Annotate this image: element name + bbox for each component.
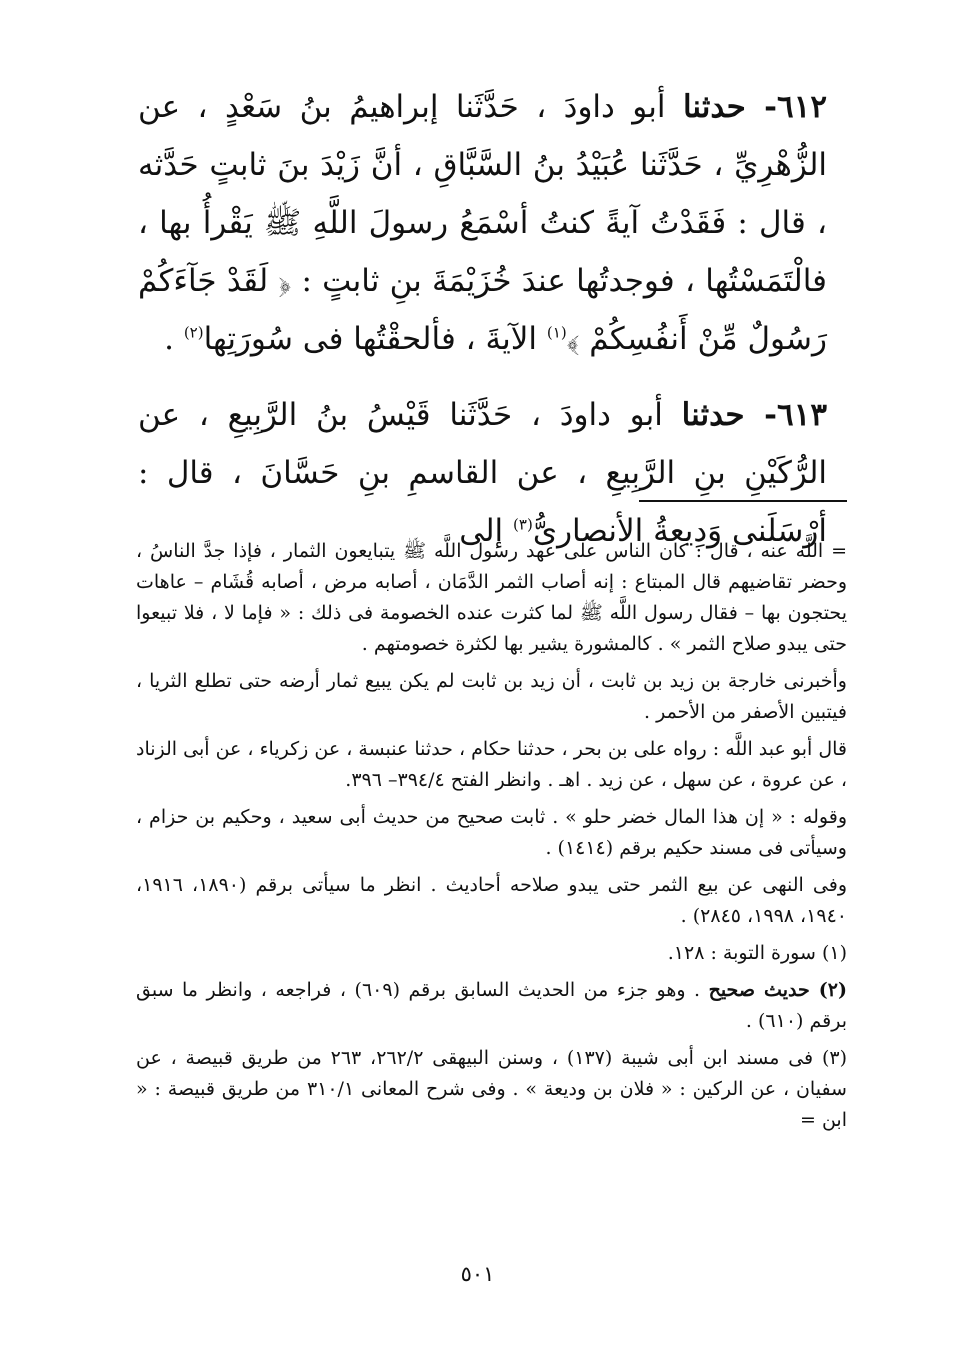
footnote-2-label: (٢) حديث صحيح <box>708 979 847 1001</box>
footnote-ref-1: (١) <box>546 323 567 342</box>
hadith-613-text: أبو داودَ ، حَدَّثَنا قَيْسُ بنُ الرَّبِيعِ ، عن الرُّكَيْنِ بنِ الرَّبِيعِ ، عن القاسمِ بنِ حَسَّانَ ، قال : أرْسَلَنى وَدِيعةُ الأنصارىُّ <box>138 397 827 549</box>
hadith-613-text-2: إلى <box>459 513 514 549</box>
footnote-ref-3: (٣) <box>513 515 533 534</box>
hadith-613-number: ٦١٣- حدثنا <box>681 397 827 433</box>
footnote-3: (٣) فى مسند ابن أبى شيبة (١٣٧) ، وسنن البيهقى ٢٦٢/٢، ٢٦٣ من طريق قبيصة ، عن سفيان ، عن الركين : « فلان بن وديعة » . وفى شرح المعانى ٣١٠/١ من طريق قبيصة : « ابن = <box>136 1047 847 1131</box>
footnote-ref-2: (٢) <box>183 323 204 342</box>
footnote-1: (١) سورة التوبة : ١٢٨. <box>667 942 847 964</box>
hadith-613 <box>138 386 827 560</box>
note-paragraph-1: = اللَّه عنه ، قال : كان الناس على عهد رسول اللَّه ﷺ يتبايعون الثمار ، فإذا جدَّ الناسُ ، وحضر تقاضيهم قال المبتاع : إنه أصاب الثمر الدَّمَان ، أصابه مرض ، أصابه قُشَام – عاهات يحتجون بها – فقال رسول اللَّه ﷺ لما كثرت عنده الخصومة فى ذلك : « فإما لا ، فلا تبيعوا حتى يبدو صلاح الثمر » . كالمشورة يشير بها لكثرة خصومتهم . <box>136 540 847 655</box>
note-paragraph-3: قال أبو عبد اللَّه : رواه على بن بحر ، حدثنا حكام ، حدثنا عنبسة ، عن زكرياء ، عن أبى الزناد ، عن عروة ، عن سهل ، عن زيد . اهـ . وانظر الفتح ٣٩٤/٤– ٣٩٦. <box>136 738 847 791</box>
footnote-2 <box>136 975 847 1037</box>
main-text <box>138 78 827 560</box>
footnote-divider <box>639 500 847 502</box>
page-number: ٥٠١ <box>460 1262 495 1286</box>
footnote-2-text: . وهو جزء من الحديث السابق برقم (٦٠٩) ، فراجعه ، وانظر ما سبق برقم (٦١٠) . <box>136 979 847 1032</box>
hadith-612-text-2: الآيةَ ، فألحقْتُها فى سُورَتِها <box>203 321 547 357</box>
footnotes <box>136 536 847 1142</box>
hadith-612-text: أبو داودَ ، حَدَّثَنا إبراهيمُ بنُ سَعْدٍ ، عن الزُّهْرِيِّ ، حَدَّثَنا عُبَيْدُ بنُ السَّبَّاقِ ، أنَّ زَيْدَ بنَ ثابتٍ حَدَّثه ، قال : فَقَدْتُ آيةً كنتُ أسْمَعُ رسولَ اللَّهِ ﷺ يَقْرأُ بها ، فالْتَمَسْتُها ، فوجدتُها عندَ خُزَيْمَةَ بنِ ثابتٍ : ﴿ لَقَدْ جَآءَكُمْ رَسُولٌ مِّنْ أَنفُسِكُمْ ﴾ <box>138 89 827 357</box>
note-paragraph-4: وقوله : « إن هذا المال خضر حلو » . ثابت صحيح من حديث أبى سعيد ، وحكيم بن حزام ، وسيأتى فى مسند حكيم برقم (١٤١٤) . <box>136 806 847 859</box>
note-paragraph-5: وفى النهى عن بيع الثمر حتى يبدو صلاحه أحاديث . انظر ما سيأتى برقم (١٨٩٠، ١٩١٦، ١٩٤٠، ١٩٩٨، ٢٨٤٥) . <box>136 874 847 927</box>
hadith-612-text-3: . <box>164 321 184 357</box>
hadith-612 <box>138 78 827 368</box>
hadith-612-number: ٦١٢- حدثنا <box>682 89 827 125</box>
note-paragraph-2: وأخبرنى خارجة بن زيد بن ثابت ، أن زيد بن ثابت لم يكن يبيع ثمار أرضه حتى تطلع الثريا ، فيتبين الأصفر من الأحمر . <box>136 670 847 723</box>
